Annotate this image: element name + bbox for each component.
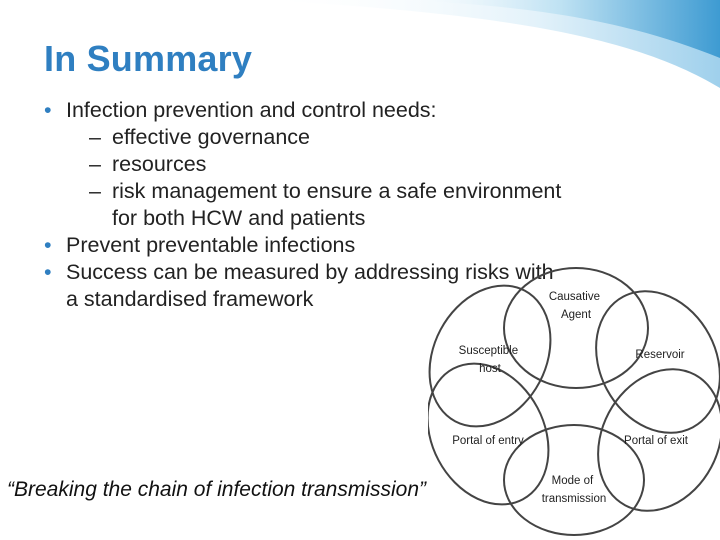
- mode-of-transmission-label: [542, 475, 607, 505]
- susceptible-host-line: Susceptible: [458, 345, 519, 357]
- bullet-item: [44, 232, 564, 259]
- causative-agent-ring: [504, 268, 648, 388]
- susceptible-host-line: host: [479, 363, 501, 375]
- causative-agent-line: Agent: [560, 309, 592, 321]
- reservoir-label: Reservoir: [635, 349, 685, 361]
- sub-bullet-item: [44, 151, 564, 178]
- causative-agent-line: Causative: [548, 291, 600, 303]
- portal-of-exit-label: Portal of exit: [624, 435, 688, 447]
- mode-of-transmission-line: transmission: [541, 493, 607, 505]
- susceptible-host-label: [459, 345, 522, 375]
- causative-agent-label: [549, 291, 603, 321]
- sub-bullet-text: risk management to ensure a safe environment for both HCW and patients: [112, 179, 562, 230]
- dash-icon: –: [89, 179, 101, 203]
- dash-icon: –: [89, 125, 101, 149]
- quote-caption: “Breaking the chain of infection transmission”: [7, 478, 427, 501]
- bullet-text: Success can be measured by addressing risks with a standardised framework: [66, 260, 554, 311]
- slide-title: In Summary: [44, 38, 253, 79]
- bullet-icon: •: [44, 260, 52, 284]
- dash-icon: –: [89, 152, 101, 176]
- sub-bullet-text: resources: [112, 152, 207, 176]
- bullet-item: [44, 97, 564, 124]
- sub-bullet-text: effective governance: [112, 125, 311, 149]
- chain-of-infection-diagram: [428, 262, 720, 540]
- bullet-text: Prevent preventable infections: [66, 233, 356, 257]
- bullet-icon: •: [44, 233, 52, 257]
- bullet-icon: •: [44, 98, 52, 122]
- bullet-text: Infection prevention and control needs:: [66, 98, 437, 122]
- mode-of-transmission-line: Mode of: [551, 475, 594, 487]
- portal-of-entry-label: Portal of entry: [452, 435, 524, 447]
- sub-bullet-item: [44, 124, 564, 151]
- sub-bullet-item: [44, 178, 564, 232]
